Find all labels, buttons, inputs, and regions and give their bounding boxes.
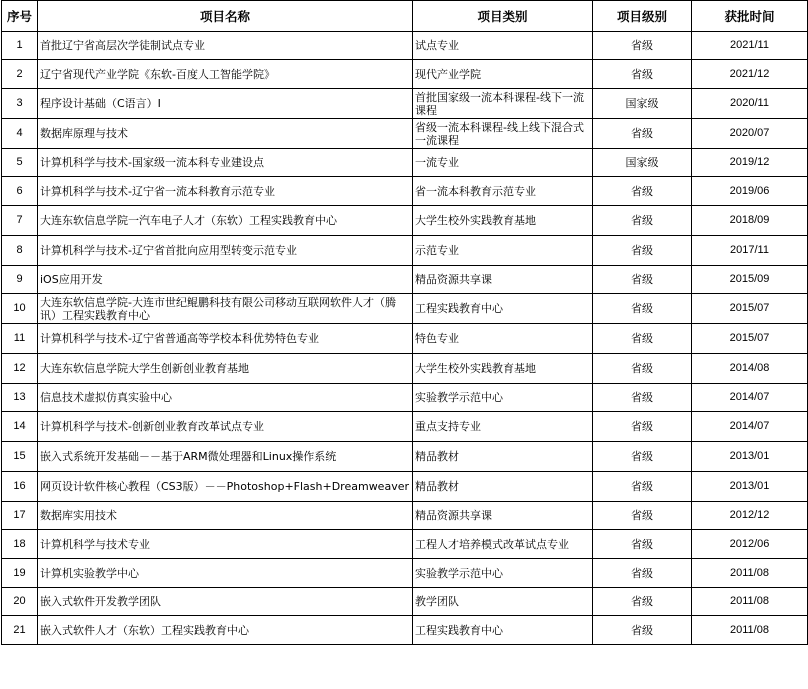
cell-type: 工程人才培养模式改革试点专业 (413, 530, 593, 559)
cell-time: 2019/06 (692, 177, 808, 206)
cell-level: 国家级 (593, 149, 692, 177)
cell-time: 2020/07 (692, 119, 808, 149)
cell-time: 2020/11 (692, 89, 808, 119)
table-row (2, 472, 808, 502)
projects-table (1, 0, 808, 645)
header-row (2, 1, 808, 32)
header-time: 获批时间 (692, 1, 808, 32)
cell-index: 1 (2, 32, 38, 60)
cell-name: iOS应用开发 (38, 266, 413, 294)
cell-time: 2021/11 (692, 32, 808, 60)
table-row (2, 502, 808, 530)
cell-name: 计算机科学与技术-辽宁省普通高等学校本科优势特色专业 (38, 324, 413, 354)
cell-name: 嵌入式软件人才（东软）工程实践教育中心 (38, 616, 413, 645)
cell-time: 2013/01 (692, 442, 808, 472)
cell-index: 18 (2, 530, 38, 559)
cell-type: 省一流本科教育示范专业 (413, 177, 593, 206)
cell-index: 8 (2, 236, 38, 266)
cell-name: 数据库实用技术 (38, 502, 413, 530)
cell-index: 12 (2, 354, 38, 384)
cell-index: 9 (2, 266, 38, 294)
cell-index: 14 (2, 412, 38, 442)
header-level: 项目级别 (593, 1, 692, 32)
cell-type: 精品资源共享课 (413, 266, 593, 294)
cell-type: 试点专业 (413, 32, 593, 60)
cell-level: 省级 (593, 177, 692, 206)
cell-level: 省级 (593, 588, 692, 616)
table-row (2, 206, 808, 236)
cell-level: 省级 (593, 559, 692, 588)
cell-index: 4 (2, 119, 38, 149)
cell-name: 程序设计基础（C语言）I (38, 89, 413, 119)
cell-level: 省级 (593, 384, 692, 412)
cell-name: 计算机科学与技术-辽宁省一流本科教育示范专业 (38, 177, 413, 206)
cell-time: 2015/07 (692, 294, 808, 324)
cell-type: 精品教材 (413, 442, 593, 472)
cell-type: 教学团队 (413, 588, 593, 616)
table-row (2, 324, 808, 354)
table-row (2, 559, 808, 588)
cell-type: 精品教材 (413, 472, 593, 502)
cell-name: 计算机实验教学中心 (38, 559, 413, 588)
cell-type: 大学生校外实践教育基地 (413, 354, 593, 384)
cell-index: 19 (2, 559, 38, 588)
cell-type: 大学生校外实践教育基地 (413, 206, 593, 236)
cell-level: 省级 (593, 354, 692, 384)
cell-index: 11 (2, 324, 38, 354)
cell-name: 计算机科学与技术-创新创业教育改革试点专业 (38, 412, 413, 442)
table-row (2, 119, 808, 149)
table-row (2, 177, 808, 206)
cell-level: 国家级 (593, 89, 692, 119)
cell-level: 省级 (593, 472, 692, 502)
cell-level: 省级 (593, 442, 692, 472)
cell-time: 2015/07 (692, 324, 808, 354)
table-row (2, 530, 808, 559)
header-type: 项目类别 (413, 1, 593, 32)
cell-level: 省级 (593, 60, 692, 89)
cell-name: 大连东软信息学院一汽车电子人才（东软）工程实践教育中心 (38, 206, 413, 236)
cell-type: 特色专业 (413, 324, 593, 354)
cell-index: 2 (2, 60, 38, 89)
cell-type: 首批国家级一流本科课程-线下一流课程 (413, 89, 593, 119)
cell-type: 一流专业 (413, 149, 593, 177)
cell-time: 2014/07 (692, 412, 808, 442)
table-row (2, 616, 808, 645)
cell-index: 6 (2, 177, 38, 206)
cell-level: 省级 (593, 324, 692, 354)
cell-name: 计算机科学与技术-辽宁省首批向应用型转变示范专业 (38, 236, 413, 266)
cell-name: 辽宁省现代产业学院《东软-百度人工智能学院》 (38, 60, 413, 89)
cell-index: 20 (2, 588, 38, 616)
cell-type: 精品资源共享课 (413, 502, 593, 530)
cell-level: 省级 (593, 294, 692, 324)
cell-type: 省级一流本科课程-线上线下混合式一流课程 (413, 119, 593, 149)
cell-type: 实验教学示范中心 (413, 384, 593, 412)
table-row (2, 412, 808, 442)
cell-time: 2011/08 (692, 588, 808, 616)
header-name: 项目名称 (38, 1, 413, 32)
table-row (2, 32, 808, 60)
cell-level: 省级 (593, 206, 692, 236)
cell-time: 2017/11 (692, 236, 808, 266)
cell-level: 省级 (593, 412, 692, 442)
cell-time: 2012/06 (692, 530, 808, 559)
table-row (2, 60, 808, 89)
table-row (2, 442, 808, 472)
cell-time: 2015/09 (692, 266, 808, 294)
cell-name: 嵌入式软件开发教学团队 (38, 588, 413, 616)
cell-level: 省级 (593, 502, 692, 530)
cell-name: 网页设计软件核心教程（CS3版）－－Photoshop+Flash+Dreamweaver (38, 472, 413, 502)
cell-level: 省级 (593, 236, 692, 266)
cell-name: 嵌入式系统开发基础－－基于ARM微处理器和Linux操作系统 (38, 442, 413, 472)
table-row (2, 354, 808, 384)
cell-time: 2012/12 (692, 502, 808, 530)
cell-index: 3 (2, 89, 38, 119)
table-row (2, 236, 808, 266)
cell-time: 2011/08 (692, 559, 808, 588)
cell-level: 省级 (593, 266, 692, 294)
cell-type: 重点支持专业 (413, 412, 593, 442)
cell-index: 21 (2, 616, 38, 645)
table-row (2, 89, 808, 119)
cell-index: 13 (2, 384, 38, 412)
cell-name: 计算机科学与技术-国家级一流本科专业建设点 (38, 149, 413, 177)
table-row (2, 294, 808, 324)
cell-time: 2014/08 (692, 354, 808, 384)
table-row (2, 588, 808, 616)
cell-level: 省级 (593, 530, 692, 559)
cell-time: 2014/07 (692, 384, 808, 412)
cell-index: 17 (2, 502, 38, 530)
cell-name: 大连东软信息学院-大连市世纪鲲鹏科技有限公司移动互联网软件人才（腾讯）工程实践教育中心 (38, 294, 413, 324)
cell-type: 现代产业学院 (413, 60, 593, 89)
table-row (2, 149, 808, 177)
cell-time: 2011/08 (692, 616, 808, 645)
cell-time: 2018/09 (692, 206, 808, 236)
cell-type: 实验教学示范中心 (413, 559, 593, 588)
cell-type: 示范专业 (413, 236, 593, 266)
cell-index: 5 (2, 149, 38, 177)
cell-level: 省级 (593, 32, 692, 60)
cell-name: 大连东软信息学院大学生创新创业教育基地 (38, 354, 413, 384)
cell-time: 2021/12 (692, 60, 808, 89)
cell-index: 15 (2, 442, 38, 472)
cell-type: 工程实践教育中心 (413, 294, 593, 324)
cell-name: 信息技术虚拟仿真实验中心 (38, 384, 413, 412)
cell-type: 工程实践教育中心 (413, 616, 593, 645)
table-row (2, 384, 808, 412)
cell-index: 16 (2, 472, 38, 502)
cell-level: 省级 (593, 616, 692, 645)
cell-name: 数据库原理与技术 (38, 119, 413, 149)
cell-time: 2013/01 (692, 472, 808, 502)
cell-index: 10 (2, 294, 38, 324)
table-row (2, 266, 808, 294)
cell-name: 计算机科学与技术专业 (38, 530, 413, 559)
cell-index: 7 (2, 206, 38, 236)
cell-name: 首批辽宁省高层次学徒制试点专业 (38, 32, 413, 60)
cell-level: 省级 (593, 119, 692, 149)
cell-time: 2019/12 (692, 149, 808, 177)
header-index: 序号 (2, 1, 38, 32)
